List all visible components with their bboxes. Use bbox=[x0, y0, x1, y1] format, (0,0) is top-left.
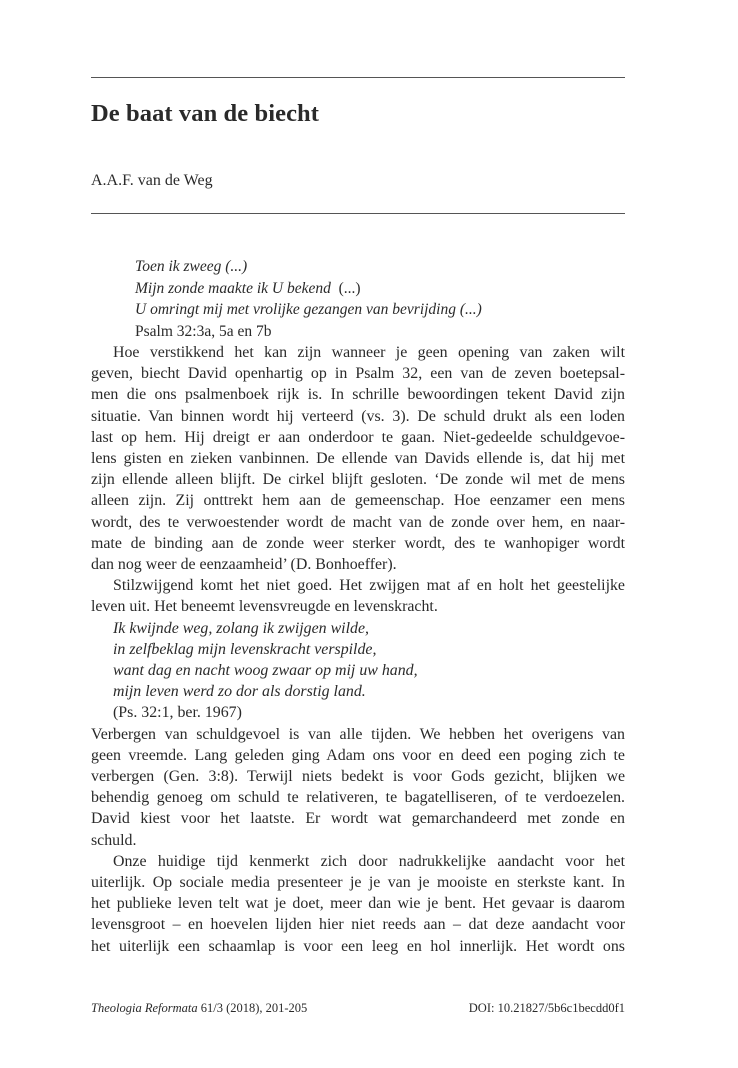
motto-line bbox=[135, 278, 482, 300]
verse-quote bbox=[113, 618, 625, 724]
body-line: behendig genoeg om schuld te relativeren, te bagatelliseren, of te verdoezelen. bbox=[91, 789, 625, 807]
page-footer bbox=[91, 1001, 625, 1016]
body-line: het uiterlijk een schaamlap is voor een leeg en hol innerlijk. Het wordt ons bbox=[91, 937, 625, 955]
motto-line: Toen ik zweeg (...) bbox=[135, 258, 248, 275]
motto-block bbox=[135, 256, 482, 342]
body-line: Stilzwijgend komt het niet goed. Het zwijgen mat af en holt het geestelijke bbox=[113, 577, 625, 595]
body-line: mate de binding aan de zonde weer sterker wordt, des te wanhopiger wordt bbox=[91, 534, 625, 552]
doi-link[interactable]: DOI: 10.21827/5b6c1becdd0f1 bbox=[468, 1001, 625, 1015]
footer-citation bbox=[91, 1001, 307, 1016]
journal-issue: 61/3 (2018), 201-205 bbox=[200, 1001, 308, 1015]
verse-line: mijn leven werd zo dor als dorstig land. bbox=[113, 683, 366, 701]
body-line: uiterlijk. Op sociale media presenteer je je van je mooiste en sterkste kant. In bbox=[91, 874, 625, 892]
article-body bbox=[91, 342, 625, 957]
article-page bbox=[91, 0, 625, 1068]
body-line: lens gisten en zieken vanbinnen. De ellende van Davids ellende is, dat hij met bbox=[91, 450, 625, 468]
journal-name: Theologia Reformata bbox=[91, 1001, 198, 1015]
motto-line-suffix: (...) bbox=[338, 279, 361, 297]
body-line: leven uit. Het beneemt levensvreugde en levenskracht. bbox=[91, 598, 438, 616]
body-line: Verbergen van schuldgevoel is van alle tijden. We hebben het overigens van bbox=[91, 725, 625, 743]
body-line: men die ons psalmenboek rijk is. In schrille bewoordingen tekent David zijn bbox=[91, 386, 625, 404]
body-line: geven, biecht David openhartig op in Psalm 32, een van de zeven boetepsal- bbox=[91, 365, 625, 383]
body-line: wordt, des te verwoestender wordt de macht van de zonde over hem, en naar- bbox=[91, 513, 625, 531]
body-line: David kiest voor het laatste. Er wordt wat gemarchandeerd met zonde en bbox=[91, 810, 625, 828]
body-line: situatie. Van binnen wordt hij verteerd (vs. 3). De schuld drukt als een loden bbox=[91, 407, 625, 425]
motto-line: U omringt mij met vrolijke gezangen van bevrijding (...) bbox=[135, 301, 482, 318]
body-line: het publieke leven telt wat je doet, meer dan wie je bent. Het gevaar is daarom bbox=[91, 895, 625, 913]
top-rule bbox=[91, 77, 625, 78]
body-line: alleen zijn. Zij onttrekt hem aan de gemeenschap. Hoe eenzamer een mens bbox=[91, 492, 625, 510]
verse-line: in zelfbeklag mijn levenskracht verspilde, bbox=[113, 640, 377, 658]
verse-reference: (Ps. 32:1, ber. 1967) bbox=[113, 704, 242, 722]
body-line: geen vreemde. Lang geleden ging Adam ons voor en deed een poging zich te bbox=[91, 746, 625, 764]
body-line: Onze huidige tijd kenmerkt zich door nadrukkelijke aandacht voor het bbox=[113, 852, 625, 870]
motto-reference: Psalm 32:3a, 5a en 7b bbox=[135, 322, 272, 340]
verse-line: Ik kwijnde weg, zolang ik zwijgen wilde, bbox=[113, 619, 369, 637]
header-rule bbox=[91, 213, 625, 214]
verse-line: want dag en nacht woog zwaar op mij uw hand, bbox=[113, 662, 418, 680]
motto-line-text: Mijn zonde maakte ik U bekend bbox=[135, 279, 331, 297]
article-author: A.A.F. van de Weg bbox=[91, 172, 213, 189]
body-line: dan nog weer de eenzaamheid’ (D. Bonhoeffer). bbox=[91, 556, 397, 574]
body-line: zijn ellende alleen blijft. De cirkel blijft gesloten. ‘De zonde wil met de mens bbox=[91, 471, 625, 489]
article-title: De baat van de biecht bbox=[91, 100, 320, 127]
body-line: schuld. bbox=[91, 831, 137, 849]
body-line: verbergen (Gen. 3:8). Terwijl niets bedekt is voor Gods gezicht, blijken we bbox=[91, 768, 625, 786]
body-line: last op hem. Hij dreigt er aan onderdoor te gaan. Niet-gedeelde schuldgevoe- bbox=[91, 428, 625, 446]
body-line: Hoe verstikkend het kan zijn wanneer je geen opening van zaken wilt bbox=[113, 344, 625, 361]
body-line: levensgroot – en hoevelen lijden hier niet reeds aan – dat deze aandacht voor bbox=[91, 916, 625, 934]
